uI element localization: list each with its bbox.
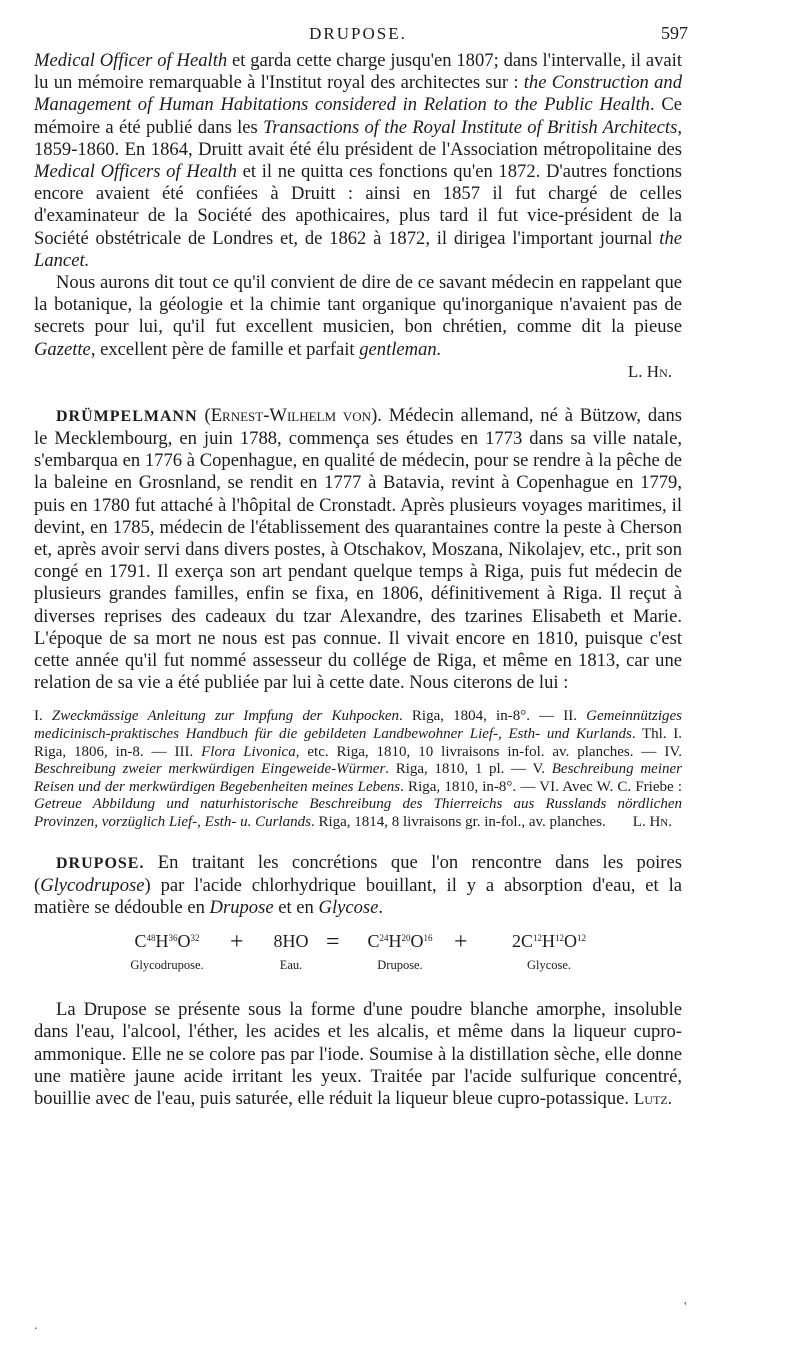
formula-text: $C^{48}H^{36}O^{32}$ (134, 931, 200, 952)
italic-text: Medical Officer of Health (34, 50, 228, 71)
formula-label: Glycose. (526, 958, 572, 973)
chemical-equation (34, 931, 682, 991)
biblio-item: IV. Beschreibung zweier merkwürdigen Eingeweide-Würmer. Riga, 1810, 1 pl. — (34, 743, 682, 778)
biblio-item: V. Beschreibung meiner Reisen und der merkwürdigen Begebenheiten meines Lebens. Riga, 1810, in-8°. — (34, 761, 682, 795)
italic-text: the Construction and Management of Human Habitations considered in Relation to the Public Health (34, 72, 683, 116)
equation-term-glycodrupose (102, 931, 232, 973)
biblio-item: Getreue Abbildung und naturhistorische Beschreibung des Thierreichs aus Russlands nördlichen Provinzen, vorzüglich Lief-, Esth- u. Curlands. Riga, 1814, 8 livraisons gr. in-fol., av. planches. (34, 796, 682, 831)
biblio-item: III. Flora Livonica, etc. Riga, 1810, 10 livraisons in-fol. av. planches. — (174, 743, 665, 760)
text-run: Nous aurons dit tout ce qu'il convient de dire de ce savant médecin en rappelant que la botanique, la géologie et la chimie tant organique qu'inorganique n'avaient pas de secrets pour lui, qu'il fut excellent musicien, bon chrétien, comme dit la pieuse (34, 272, 682, 338)
druitt-paragraph-1 (34, 50, 682, 272)
drumpelmann-entry (34, 405, 682, 695)
stray-mark: . (34, 1318, 38, 1333)
signature-druitt: L. Hn. (627, 361, 672, 381)
text-run: et en (273, 897, 319, 919)
running-head (34, 20, 688, 50)
formula-label: Glycodrupose. (130, 958, 204, 973)
text-run: , excellent père de famille et parfait (90, 338, 360, 360)
italic-text: Glycodrupose (40, 874, 145, 896)
equation-term-water (256, 931, 326, 973)
italic-text: Transactions of the Royal Institute of British Architects (263, 116, 678, 138)
spacer (34, 832, 682, 852)
formula-text: $2C^{12}H^{12}O^{12}$ (511, 931, 586, 952)
signature-lutz: Lutz. (634, 1089, 672, 1109)
page-number: 597 (661, 23, 688, 43)
signature-drumpelmann: L. Hn. (632, 814, 672, 831)
formula-text: 8HO (273, 931, 309, 952)
text-run: En traitant les concrétions que l'on rencontre dans les poires ( (34, 851, 682, 896)
entry-body: Médecin allemand, né à Bützow, dans le Mecklembourg, en juin 1788, commença ses études en 1773 dans sa ville natale, s'embarqua en 1776 à Copenhague, en qualité de médecin, pour se rendre à la pêche de la baleine en Grosnland, se rendit en 1777 à Batavia, revint à Copenhague en 1779, puis en 1780 fut attaché à l'hôpital de Cronstadt. Après plusieurs voyages maritimes, il devint, en 1785, médecin de l'établissement des quarantaines contre la peste à Cherson et, après avoir servi dans divers postes, à Otschakov, Moszana, Nikolajev, etc., prit son congé en 1791. Il exerça son art pendant quelque temps à Riga, puis fut médecin de plusieurs grandes familles, enfin se fixa, en 1806, définitivement à Riga. Il reçut à diverses reprises des cadeaux du tzar Alexandre, des tzarines Elisabeth et Marie. L'époque de sa mort ne nous est pas connue. Il vivait encore en 1810, puisque c'est cette année qu'il fut nommé assesseur du collége de Riga, et même en 1813, car une relation de sa vie a été publiée par lui à cette date. Nous citerons de lui : (34, 404, 682, 694)
biblio-item: II. Gemeinnütziges medicinisch-praktisches Handbuch für die gebildeten Landbewohner Lief-, Esth- und Kurlands. Thl. I. Riga, 1806, in-8. — (34, 708, 682, 760)
text-run: et il ne quitta ces fonctions qu'en 1872. D'autres fonctions encore avaient été confiées à Druitt : ainsi en 1857 il fut chargé de celles d'examinateur de la Société des apothicaires, plus tard il fut vice-président de la Société obstétricale de Londres et, de 1862 à 1872, il dirigea l'important journal (34, 161, 683, 249)
bibliography (34, 708, 682, 831)
spacer (34, 383, 682, 405)
formula-label: Eau. (279, 958, 303, 973)
italic-text: Medical Officers of Health (34, 161, 237, 183)
stray-mark: ' (684, 1300, 687, 1315)
equation-term-drupose (350, 931, 450, 973)
running-title: DRUPOSE. (309, 24, 407, 43)
drupose-intro (34, 852, 682, 920)
biblio-item: I. Zweckmässige Anleitung zur Impfung der Kuhpocken. Riga, 1804, in-8°. — (34, 708, 564, 725)
italic-text: gentleman. (359, 338, 442, 360)
formula-text: $C^{24}H^{20}O^{16}$ (367, 931, 433, 952)
equals-sign: = (326, 929, 340, 956)
italic-text: Gazette (34, 338, 91, 360)
plus-sign: + (230, 929, 244, 956)
druitt-paragraph-2 (34, 272, 682, 361)
italic-text: the Lancet. (34, 227, 682, 271)
text-run: ) par l'acide chlorhydrique bouillant, il y a absorption d'eau, et la matière se dédouble en (34, 874, 682, 919)
drupose-description: La Drupose se présente sous la forme d'une poudre blanche amorphe, insoluble dans l'eau, l'alcool, l'éther, les acides et les alcalis, et même dans la liqueur cupro-ammonique. Elle ne se colore pas par l'iode. Soumise à la distillation sèche, elle donne une matière jaune acide irritant les yeux. Traitée par l'acide sulfurique concentré, bouillie avec de l'eau, puis saturée, elle réduit la liqueur bleue cupro-potassique. (34, 999, 682, 1110)
formula-label: Drupose. (377, 958, 423, 973)
page (34, 20, 688, 1110)
plus-sign: + (454, 929, 468, 956)
entry-headword: DRUPOSE. (56, 854, 145, 872)
italic-text: Glycose (318, 897, 379, 919)
text-run: . Ce mémoire a été publié dans les (34, 94, 682, 138)
equation-term-glycose (484, 931, 614, 973)
italic-text: Drupose (209, 897, 274, 919)
text-run: . (378, 897, 384, 919)
text-run: , 1859-1860. En 1864, Druitt avait été élu président de l'Association métropolitaine des (34, 116, 682, 160)
entry-given-names: (Ernest-Wilhelm von). (197, 404, 382, 426)
entry-headword: DRÜMPELMANN (56, 407, 198, 425)
text-run: et garda cette charge jusqu'en 1807; dans l'intervalle, il avait lu un mémoire remarquable à l'Institut royal des architectes sur : (34, 50, 682, 94)
biblio-item: VI. Avec W. C. Friebe : (539, 778, 682, 795)
